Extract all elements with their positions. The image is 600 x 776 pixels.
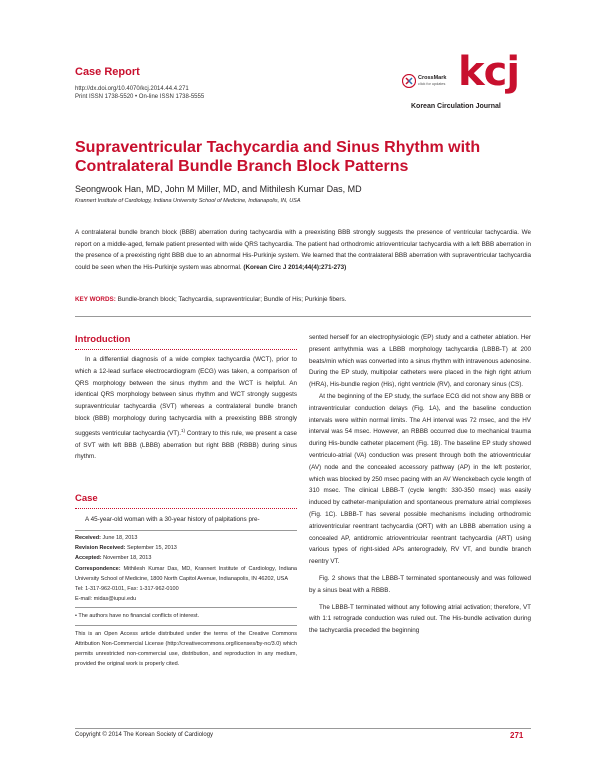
revision-date: Revision Received: September 15, 2013: [75, 545, 177, 552]
footer-divider: [75, 728, 531, 729]
author-list: Seongwook Han, MD, John M Miller, MD, and Mithilesh Kumar Das, MD: [75, 184, 362, 194]
author-affiliation: Krannert Institute of Cardiology, Indiana University School of Medicine, Indianapolis, IN, USA: [75, 198, 301, 204]
page-number: 271: [510, 731, 524, 740]
citation: (Korean Circ J 2014;44(4):271-273): [243, 263, 347, 271]
paragraph: The LBBB-T terminated without any following atrial activation; therefore, VT with 1:1 retrograde conduction was ruled out. The His-bundle activation during the tachycardia preceded the beginning: [309, 603, 531, 635]
doi-link[interactable]: http://dx.doi.org/10.4070/kcj.2014.44.4.271: [75, 86, 189, 92]
abstract-divider: [75, 316, 531, 317]
footnote-divider: [75, 607, 297, 608]
copyright-notice: Copyright © 2014 The Korean Society of Cardiology: [75, 732, 214, 738]
introduction-heading: Introduction: [75, 334, 131, 345]
introduction-body: [75, 354, 297, 463]
email-address[interactable]: E-mail: midas@iupui.edu: [75, 596, 137, 603]
case-body-continued: [309, 332, 531, 637]
footnote-divider: [75, 530, 297, 531]
correspondence: Correspondence: Mithilesh Kumar Das, MD, Krannert Institute of Cardiology, Indiana University School of Medicine, 1800 North Capitol Avenue, Indianapolis, IN 46202, USA: [75, 565, 297, 582]
abstract: [75, 227, 531, 273]
introduction-text-cont: Contrary to this rule, we present a case of SVT with left BBB (LBBB) aberration but right BBB (RBBB) during sinus rhythm.: [75, 429, 297, 461]
paragraph: sented herself for an electrophysiologic (EP) study and a catheter ablation. Her present arrhythmia was a LBBB morphology tachycardia (LBBB-T) at 200 beats/min which was converted into a sinus rhythm with intravenous adenosine. During the EP study, multipolar catheters were placed in the high right atrium (HRA), His-bundle region (His), right ventricle (RV), and coronary sinus (CS).: [309, 334, 531, 389]
received-date: Received: June 18, 2013: [75, 535, 138, 541]
journal-name: Korean Circulation Journal: [411, 103, 501, 110]
issn-line: Print ISSN 1738-5520 • On-line ISSN 1738-5555: [75, 94, 205, 100]
journal-logo: kcj: [458, 49, 520, 95]
crossmark-icon: [402, 74, 416, 88]
keywords: [75, 296, 531, 303]
telephone: Tel: 1-317-962-0101, Fax: 1-317-962-0100: [75, 586, 179, 593]
case-text: A 45-year-old woman with a 30-year history of palpitations pre-: [85, 516, 260, 523]
heading-rule: [75, 349, 297, 350]
footnotes: [75, 533, 297, 669]
paragraph: Fig. 2 shows that the LBBB-T terminated spontaneously and was followed by a sinus beat with a RBBB.: [309, 574, 531, 594]
article-type-label: Case Report: [75, 66, 140, 78]
keywords-label: KEY WORDS:: [75, 296, 116, 303]
footnote-divider: [75, 625, 297, 626]
license-statement: This is an Open Access article distributed under the terms of the Creative Commons Attribution Non-Commercial License (http://creativecommons.org/licenses/by-nc/3.0) which permits unrestricted non-commercial use, distribution, and reproduction in any medium, provided the original work is properly cited.: [75, 630, 297, 668]
case-heading: Case: [75, 493, 98, 504]
conflict-statement: • The authors have no financial conflicts of interest.: [75, 613, 200, 620]
case-body: [75, 514, 297, 526]
keywords-text: Bundle-branch block; Tachycardia, supraventricular; Bundle of His; Purkinje fibers.: [117, 296, 347, 303]
crossmark-label: CrossMark: [418, 75, 447, 81]
paragraph: At the beginning of the EP study, the surface ECG did not show any BBB or intraventricular conduction delays (Fig. 1A), and the baseline conduction intervals were within normal limits. The AH interval was 72 msec, and the HV interval was 54 msec. However, an RBBB occurred due to mechanical trauma during His-bundle catheter placement (Fig. 1B). The baseline EP study showed ventriculo-atrial (VA) conduction was present through both the atrioventricular (AV) node and the concealed accessory pathway (AP) in the left posterior, which was blocked by 250 msec pacing with an AV Wenckebach cycle length of 310 msec. The clinical LBBB-T (cycle length: 330-350 msec) was easily induced by catheter-manipulation and spontaneous premature atrial complexes (Fig. 1C). LBBB-T has several possible mechanisms including orthodromic atrioventricular reentrant tachycardia (ORT) with an LBBB aberration using a concealed AP, antidromic atrioventricular reentrant tachycardia (ART) using various types of right-sided APs anterogradely, RV VT, and bundle branch reentry VT.: [309, 392, 531, 566]
crossmark-sublabel: click for updates: [418, 82, 446, 86]
crossmark-badge[interactable]: [402, 72, 447, 100]
introduction-text: In a differential diagnosis of a wide complex tachycardia (WCT), prior to which a 12-lead surface electrocardiogram (ECG) was taken, a comparison of QRS morphology between the sinus rhythm and the WCT is helpful. An identical QRS morphology between sinus rhythm and WCT strongly suggests supraventricular tachycardia (SVT) whereas a contralateral bundle branch block (BBB) morphology during tachycardia with a preexisting BBB strongly suggests ventricular tachycardia (VT).: [75, 356, 297, 437]
article-title: Supraventricular Tachycardia and Sinus Rhythm with Contralateral Bundle Branch Block Patterns: [75, 139, 481, 175]
abstract-text: A contralateral bundle branch block (BBB) aberration during tachycardia with a preexisting BBB strongly suggests the presence of ventricular tachycardia. We report on a middle-aged, female patient presented with wide QRS tachycardia. The patient had orthodromic atrioventricular tachycardia with a left BBB aberration in the presence of a preexisting right BBB due to an abnormal His-Purkinje system. We learned that the contralateral BBB aberration with supraventricular tachycardia could be seen when the His-Purkinje system was abnormal.: [75, 229, 531, 271]
heading-rule: [75, 508, 297, 509]
reference-marker[interactable]: 1): [180, 427, 185, 433]
accepted-date: Accepted: November 18, 2013: [75, 555, 152, 562]
